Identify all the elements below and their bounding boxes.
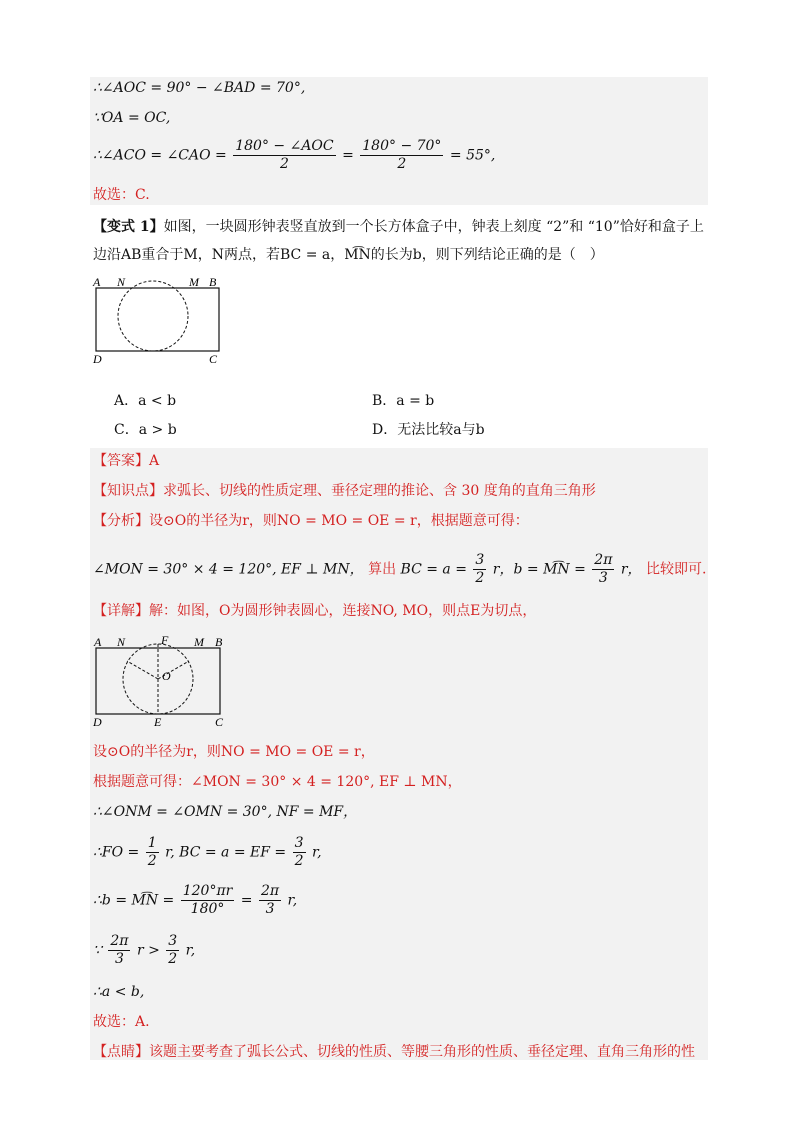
comment-line: 【点睛】该题主要考查了弧长公式、切线的性质、等腰三角形的性质、垂径定理、直角三角形的性 xyxy=(93,1044,695,1060)
svg-text:A: A xyxy=(93,275,101,289)
svg-text:N: N xyxy=(117,275,126,289)
option-c[interactable]: C．a > b xyxy=(114,422,177,438)
svg-text:M: M xyxy=(189,275,199,289)
analysis-line-1: 【分析】设⊙O的半径为r，则NO = MO = OE = r，根据题意可得： xyxy=(93,513,529,529)
fraction: $\frac{3}{2}$ xyxy=(294,835,304,869)
knowledge-points: 【知识点】求弧长、切线的性质定理、垂径定理的推论、含 30 度角的直角三角形 xyxy=(93,483,596,499)
option-a[interactable]: A．a < b xyxy=(114,393,177,409)
svg-text:D: D xyxy=(93,715,102,728)
svg-text:C: C xyxy=(209,352,218,366)
fraction: $\frac{3}{2}$ xyxy=(168,933,178,967)
svg-text:N: N xyxy=(117,635,126,649)
step-line: ∴b = M͡N = $\frac{120^\circ\pi r}{180^\circ}$ = $\frac{2\pi}{3}$ r, xyxy=(93,883,298,917)
fraction: $\frac{1}{2}$ xyxy=(147,835,157,869)
solution-line: ∴∠AOC = 90° − ∠BAD = 70°, xyxy=(93,80,306,96)
variant-tag: 【变式 1】 xyxy=(93,219,164,235)
question-line-1: 【变式 1】如图，一块圆形钟表竖直放到一个长方体盒子中，钟表上刻度 “2”和 “10”恰好和盒子上 xyxy=(93,219,704,235)
fraction: 180° − ∠AOC 2 xyxy=(235,138,334,172)
fraction: $\frac{2\pi}{3}$ xyxy=(594,552,613,586)
choice-line: 故选：C. xyxy=(93,187,150,203)
solution-line: ∵OA = OC, xyxy=(93,110,171,126)
step-line: 设⊙O的半径为r，则NO = MO = OE = r， xyxy=(93,744,375,760)
svg-text:D: D xyxy=(93,352,102,366)
solution-line: ∴∠ACO = ∠CAO = 180° − ∠AOC 2 = $\frac{180^\circ - 70^\circ}{2}$ = 55°, xyxy=(93,138,496,172)
fraction: $\frac{180^\circ - 70^\circ}{2}$ xyxy=(362,138,442,172)
fraction: $\frac{2\pi}{3}$ xyxy=(260,883,280,917)
fraction: $\frac{120^\circ\pi r}{180^\circ}$ xyxy=(182,883,233,917)
detail-line: 【详解】解：如图，O为圆形钟表圆心，连接NO, MO，则点E为切点， xyxy=(93,603,537,619)
step-line: 根据题意可得：∠MON = 30° × 4 = 120°, EF ⊥ MN， xyxy=(93,774,462,790)
answer-label: 【答案】A xyxy=(93,453,160,469)
fraction: $\frac{2\pi}{3}$ xyxy=(110,933,129,967)
svg-text:F: F xyxy=(161,633,169,647)
choice-line: 故选：A. xyxy=(93,1014,150,1030)
analysis-line-2: ∠MON = 30° × 4 = 120°, EF ⊥ MN， 算出 BC = a = $\frac{3}{2}$ r，b = M͡N = $\frac{2\pi}{3}$ r， 比较即可. xyxy=(93,552,707,586)
option-b[interactable]: B．a = b xyxy=(372,393,435,409)
svg-text:M: M xyxy=(194,635,204,649)
option-d[interactable]: D．无法比较a与b xyxy=(372,422,485,438)
question-line-2: 边沿AB重合于M，N两点，若BC = a，M͡N的长为b，则下列结论正确的是（ ） xyxy=(93,247,604,263)
fraction: $\frac{3}{2}$ xyxy=(475,552,485,586)
svg-text:B: B xyxy=(209,275,217,289)
step-line: ∵ $\frac{2\pi}{3}$ r > $\frac{3}{2}$ r, xyxy=(93,933,196,967)
svg-text:C: C xyxy=(215,715,224,728)
step-line: ∴FO = $\frac{1}{2}$ r, BC = a = EF = $\frac{3}{2}$ r, xyxy=(93,835,322,869)
figure-box-clock-solved xyxy=(90,632,230,728)
figure-box-clock xyxy=(90,274,230,366)
step-line: ∴∠ONM = ∠OMN = 30°, NF = MF， xyxy=(93,804,358,820)
step-line: ∴a < b, xyxy=(93,984,145,1000)
svg-text:O: O xyxy=(162,669,171,683)
svg-text:A: A xyxy=(94,635,102,649)
svg-text:E: E xyxy=(154,715,162,728)
svg-text:B: B xyxy=(215,635,223,649)
